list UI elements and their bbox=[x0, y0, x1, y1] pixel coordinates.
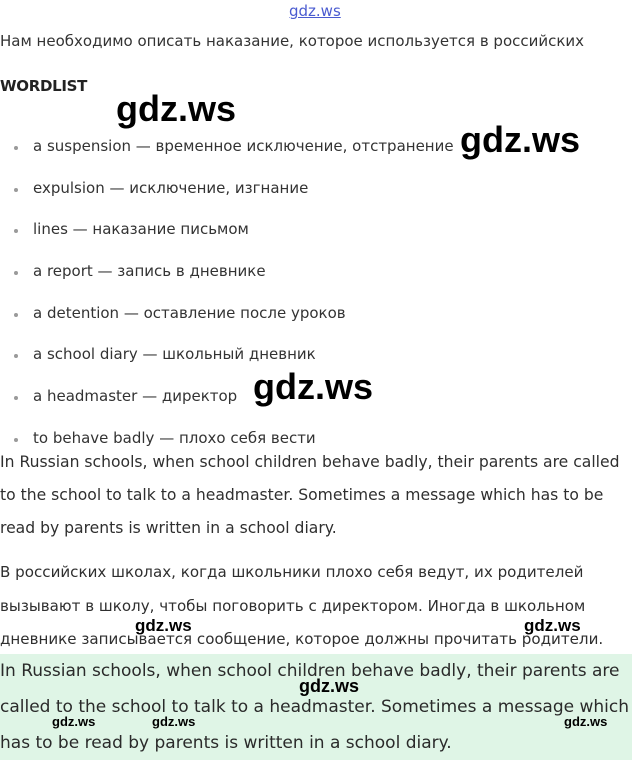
bullet-icon bbox=[0, 181, 33, 195]
bullet-icon bbox=[0, 222, 33, 236]
watermark: gdz.ws bbox=[116, 88, 237, 129]
bullet-icon bbox=[0, 389, 33, 403]
watermark: gdz.ws bbox=[524, 616, 581, 635]
list-item-text: a detention — оставление после уроков bbox=[33, 303, 346, 322]
answer-paragraph: In Russian schools, when school children behave badly, their parents are called to the school to talk to a headmaster. Sometimes a message which has to be read by parents is written in a school diary. bbox=[0, 661, 630, 753]
list-item bbox=[0, 167, 632, 209]
site-link[interactable]: gdz.ws bbox=[289, 2, 341, 20]
list-item bbox=[0, 208, 632, 250]
list-item-text: a report — запись в дневнике bbox=[33, 261, 266, 280]
list-item-text: expulsion — исключение, изгнание bbox=[33, 178, 309, 197]
watermark: gdz.ws bbox=[299, 676, 360, 696]
bullet-icon bbox=[0, 347, 33, 361]
bullet-icon bbox=[0, 139, 33, 153]
bullet-icon bbox=[0, 431, 33, 445]
list-item-text: a headmaster — директор bbox=[33, 386, 238, 405]
list-item bbox=[0, 250, 632, 292]
russian-paragraph: В российских школах, когда школьники плохо себя ведут, их родителей вызывают в школу, чтобы поговорить с директором. Иногда в школьном дневнике записывается сообщение, которое должны прочитать родители. bbox=[0, 563, 604, 648]
watermark: gdz.ws bbox=[52, 714, 96, 729]
list-item bbox=[0, 333, 632, 375]
list-item-text: a suspension — временное исключение, отстранение bbox=[33, 136, 454, 155]
intro-text: Нам необходимо описать наказание, которое используется в российских bbox=[0, 32, 585, 50]
english-paragraph: In Russian schools, when school children behave badly, their parents are called to the school to talk to a headmaster. Sometimes a message which has to be read by parents is written in a school diary. bbox=[0, 453, 620, 537]
list-item-text: lines — наказание письмом bbox=[33, 220, 249, 239]
list-item-text: a school diary — школьный дневник bbox=[33, 345, 316, 364]
watermark: gdz.ws bbox=[135, 616, 192, 635]
watermark: gdz.ws bbox=[564, 714, 608, 729]
bullet-icon bbox=[0, 264, 33, 278]
watermark: gdz.ws bbox=[460, 119, 581, 160]
wordlist bbox=[0, 125, 632, 459]
list-item bbox=[0, 125, 632, 167]
list-item bbox=[0, 292, 632, 334]
watermark: gdz.ws bbox=[253, 366, 374, 407]
bullet-icon bbox=[0, 306, 33, 320]
wordlist-heading: WORDLIST bbox=[0, 77, 88, 95]
watermark: gdz.ws bbox=[152, 714, 196, 729]
list-item-text: to behave badly — плохо себя вести bbox=[33, 428, 316, 447]
list-item bbox=[0, 375, 632, 417]
